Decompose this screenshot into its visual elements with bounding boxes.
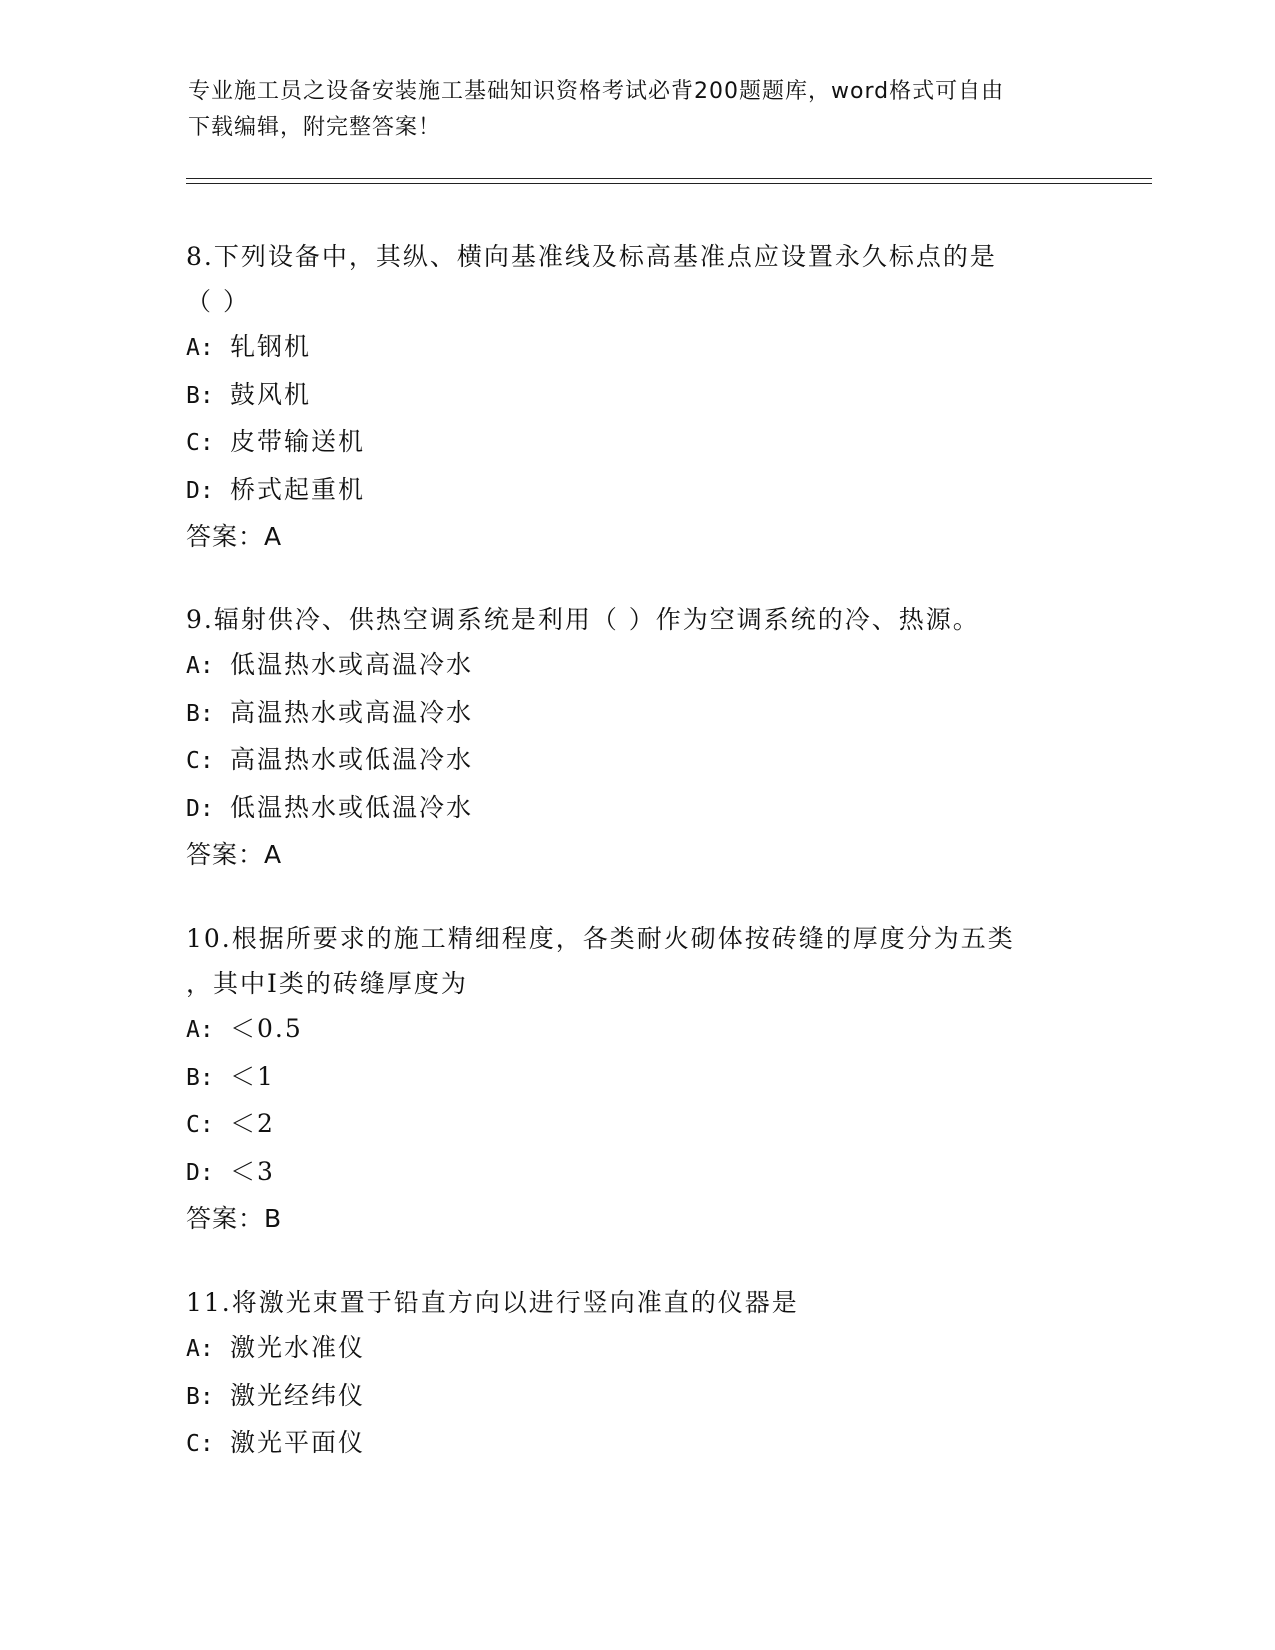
answer-line [186,514,1086,560]
option-text: 高温热水或高温冷水 [230,697,474,727]
option-b [186,690,1086,738]
question-9 [186,597,1086,878]
option-text: 皮带输送机 [230,427,366,456]
option-text: 低温热水或高温冷水 [230,650,474,679]
option-text: 桥式起重机 [230,474,366,504]
option-letter: B: [186,1383,214,1410]
option-text: 鼓风机 [230,379,312,409]
question-text: 10.根据所要求的施工精细程度，各类耐火砌体按砖缝的厚度分为五类 [186,924,1015,953]
option-text: ＜3 [230,1156,275,1186]
option-letter: B: [186,700,214,727]
option-letter: C: [186,1112,214,1138]
option-letter: D: [186,477,214,504]
option-a [186,1325,1086,1373]
question-11 [186,1280,1086,1468]
document-header [188,74,1068,146]
question-text: 9.辐射供冷、供热空调系统是利用（ ）作为空调系统的冷、热源。 [186,605,980,634]
option-letter: D: [186,795,214,822]
option-letter: A: [186,335,214,361]
answer-line [186,1196,1086,1242]
option-text: 激光水准仪 [230,1333,366,1362]
header-rule-top [186,178,1152,179]
answer-label: 答案： [186,1204,265,1233]
option-text: ＜2 [230,1109,275,1138]
option-b [186,372,1086,420]
option-text: 低温热水或低温冷水 [230,792,474,822]
option-c [186,419,1086,467]
option-b [186,1054,1086,1102]
question-text: 8.下列设备中，其纵、横向基准线及标高基准点应设置永久标点的是 [186,242,997,271]
option-d [186,785,1086,833]
answer-value: A [264,522,283,551]
option-c [186,737,1086,785]
header-title-line-1: 专业施工员之设备安装施工基础知识资格考试必背200题题库，word格式可自由 [188,79,1005,104]
option-d [186,1149,1086,1197]
option-text: 轧钢机 [230,332,312,361]
question-text-continued: （ ） [186,287,250,316]
answer-label: 答案： [186,840,265,869]
option-letter: C: [186,748,214,774]
option-a [186,642,1086,690]
option-letter: B: [186,1064,214,1091]
answer-line [186,832,1086,878]
option-letter: A: [186,653,214,679]
option-a [186,1006,1086,1054]
answer-value: A [264,840,283,869]
option-letter: C: [186,1431,214,1457]
option-text: 高温热水或低温冷水 [230,745,474,774]
option-text: 激光平面仪 [230,1428,366,1457]
option-c [186,1101,1086,1149]
option-a [186,324,1086,372]
option-b [186,1373,1086,1421]
answer-value: B [264,1204,283,1233]
option-text: 激光经纬仪 [230,1380,366,1410]
answer-label: 答案： [186,522,265,551]
option-letter: A: [186,1017,214,1043]
option-letter: A: [186,1336,214,1362]
option-letter: D: [186,1159,214,1186]
option-text: ＜0.5 [230,1014,303,1043]
option-letter: B: [186,382,214,409]
option-text: ＜1 [230,1061,275,1091]
header-rule-bottom [186,183,1152,184]
option-d [186,467,1086,515]
option-c [186,1420,1086,1468]
question-text: 11.将激光束置于铅直方向以进行竖向准直的仪器是 [186,1288,799,1317]
question-8 [186,234,1086,560]
question-10 [186,916,1086,1242]
option-letter: C: [186,430,214,456]
question-text-continued: ，其中I类的砖缝厚度为 [186,969,468,998]
header-title-line-2: 下载编辑，附完整答案！ [188,115,442,140]
